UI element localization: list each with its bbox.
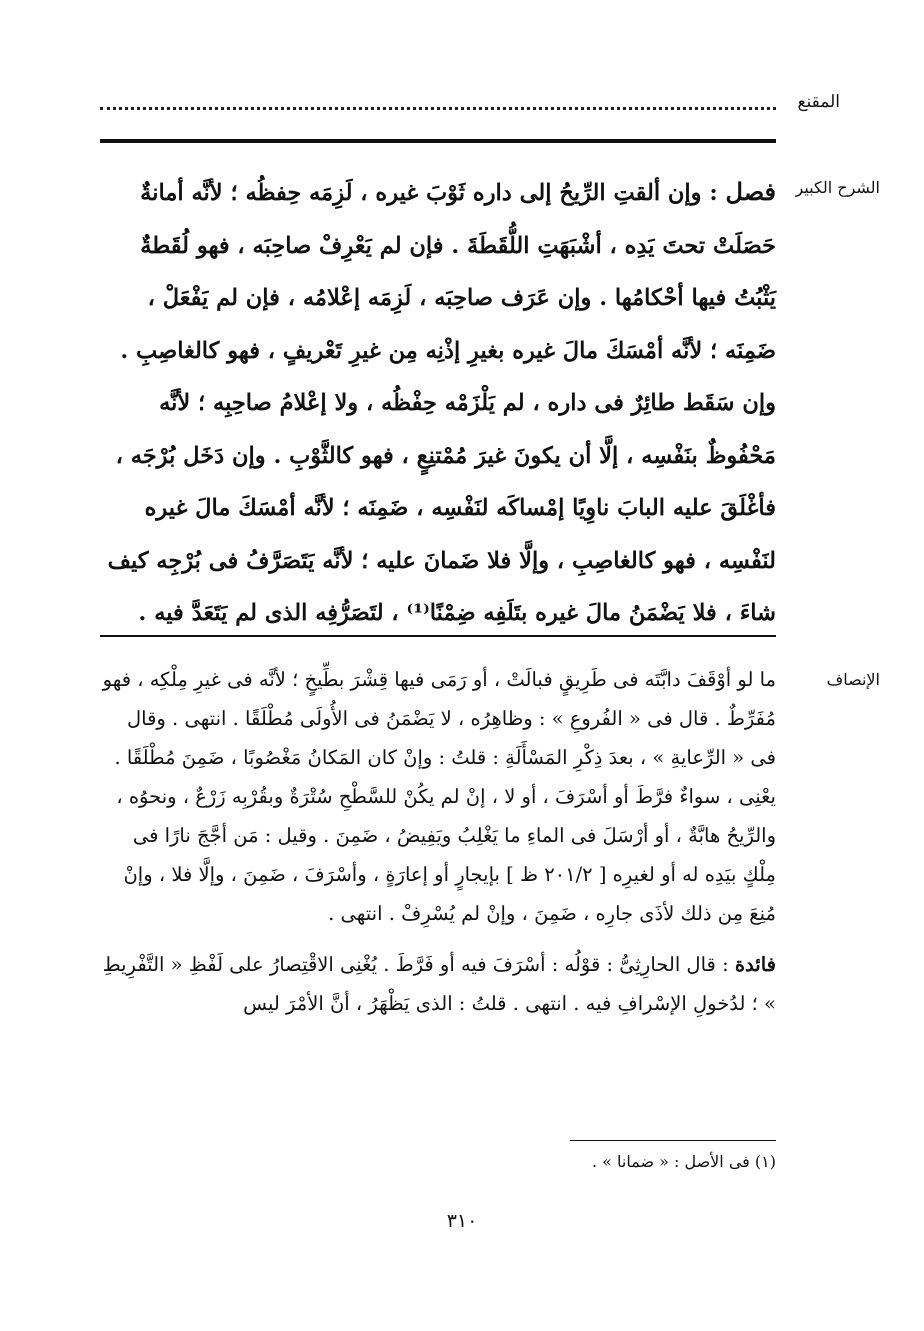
faida-label: فائدة [734,953,776,976]
insaf-text-block [100,660,776,1023]
sharh-paragraph: : وإن ألقتِ الرِّيحُ إلى داره ثَوْبَ غيره ، لَزِمَه حِفظُه ؛ لأنَّه أمانةٌ حَصَلَتْ تحتَ يَدِه ، أشْبَهَتِ اللُّقَطَةَ . فإن لم يَعْرِفْ صاحِبَه ، فهو لُقَطةٌ يَثْبُتُ فيها أحْكامُها . وإن عَرَف صاحِبَه ، لَزِمَه إعْلامُه ، فإن لم يَفْعَلْ ، ضَمِنَه ؛ لأنَّه أمْسَكَ مالَ غيره بغيرِ إذْنِه مِن غيرِ تَعْريفٍ ، فهو كالغاصِبِ . وإن سَقَط طائِرٌ فى داره ، لم يَلْزَمْه حِفْظُه ، ولا إعْلامُ صاحِبِه ؛ لأنَّه مَحْفُوظٌ بنَفْسِه ، إلَّا أن يكونَ غيرَ مُمْتنِعٍ ، فهو كالثَّوْبِ . وإن دَخَل بُرْجَه ، فأغْلَقَ عليه البابَ ناوِيًا إمْساكَه لنَفْسِه ، ضَمِنَه ؛ لأنَّه أمْسَكَ مالَ غيره لنَفْسِه ، فهو كالغاصِبِ ، وإلَّا فلا ضَمانَ عليه ؛ لأنَّه يَتَصَرَّفُ فى بُرْجِه كيف شاءَ ، فلا يَضْمَنُ مالَ غيره بتَلَفِه ضِمْنًا⁽¹⁾ ، لتَصَرُّفِه الذى لم يَتَعَدَّ فيه . [107,180,776,626]
section-divider [100,635,776,637]
section-label-sharh: الشرح الكبير [795,178,880,197]
faida-paragraph [100,945,776,1023]
insaf-paragraph: ما لو أوْقَفَ دابَّتَه فى طَرِيقٍ فبالَتْ ، أو رَمَى فيها قِشْرَ بطِّيخٍ ؛ لأنَّه فى غيرِ مِلْكِه ، فهو مُفَرِّطٌ . قال فى « الفُروعِ » : وظاهِرُه ، لا يَضْمَنُ فى الأُولَى مُطْلَقًا . انتهى . وقال فى « الرِّعايةِ » ، بعدَ ذِكْرِ المَسْأَلَةِ : قلتُ : وإنْ كان المَكانُ مَغْصُوبًا ، ضَمِنَ مُطْلَقًا . يعْنِى ، سواءٌ فرَّطَ أو أسْرَفَ ، أو لا ، إنْ لم يكُنْ للسَّطْحِ سُتْرَةٌ وبقُرْبِه زَرْعٌ ، ونحوُه ، والرِّيحُ هابَّةٌ ، أو أرْسَلَ فى الماءِ ما يَغْلِبُ ويَفِيضُ ، ضَمِنَ . وقيل : مَن أجَّجَ نارًا فى مِلْكٍ بيَدِه له أو لغيرِه [ ٢٠١/٢ ظ ] بإيجارٍ أو إعارَةٍ ، وأسْرَفَ ، ضَمِنَ ، وإلَّا فلا ، وإنْ مُنِعَ مِن ذلك لأذَى جارِه ، ضَمِنَ ، وإنْ لم يُسْرِفْ . انتهى . [102,668,776,925]
faida-text: : قال الحارِثِىُّ : قوْلُه : أسْرَفَ فيه أو فَرَّطَ . يُغْنِى الاقْتِصارُ على لَفْظِ « التَّفْرِيطِ » ؛ لدُخولِ الإسْرافِ فيه . انتهى . قلتُ : الذى يَظْهَرُ ، أنَّ الأمْرَ ليس [102,953,776,1015]
footnote-rule [570,1140,776,1141]
page-number: ٣١٠ [446,1210,478,1232]
header-rule [100,139,776,143]
section-label-insaf: الإنصاف [826,670,880,689]
footnote: (١) فى الأصل : « ضمانا » . [591,1152,776,1171]
section-heading-fasl: فصل [725,177,776,206]
header-dotted-leader [100,96,776,110]
sharh-text-block [100,166,776,640]
book-title: المقنع [797,92,840,112]
